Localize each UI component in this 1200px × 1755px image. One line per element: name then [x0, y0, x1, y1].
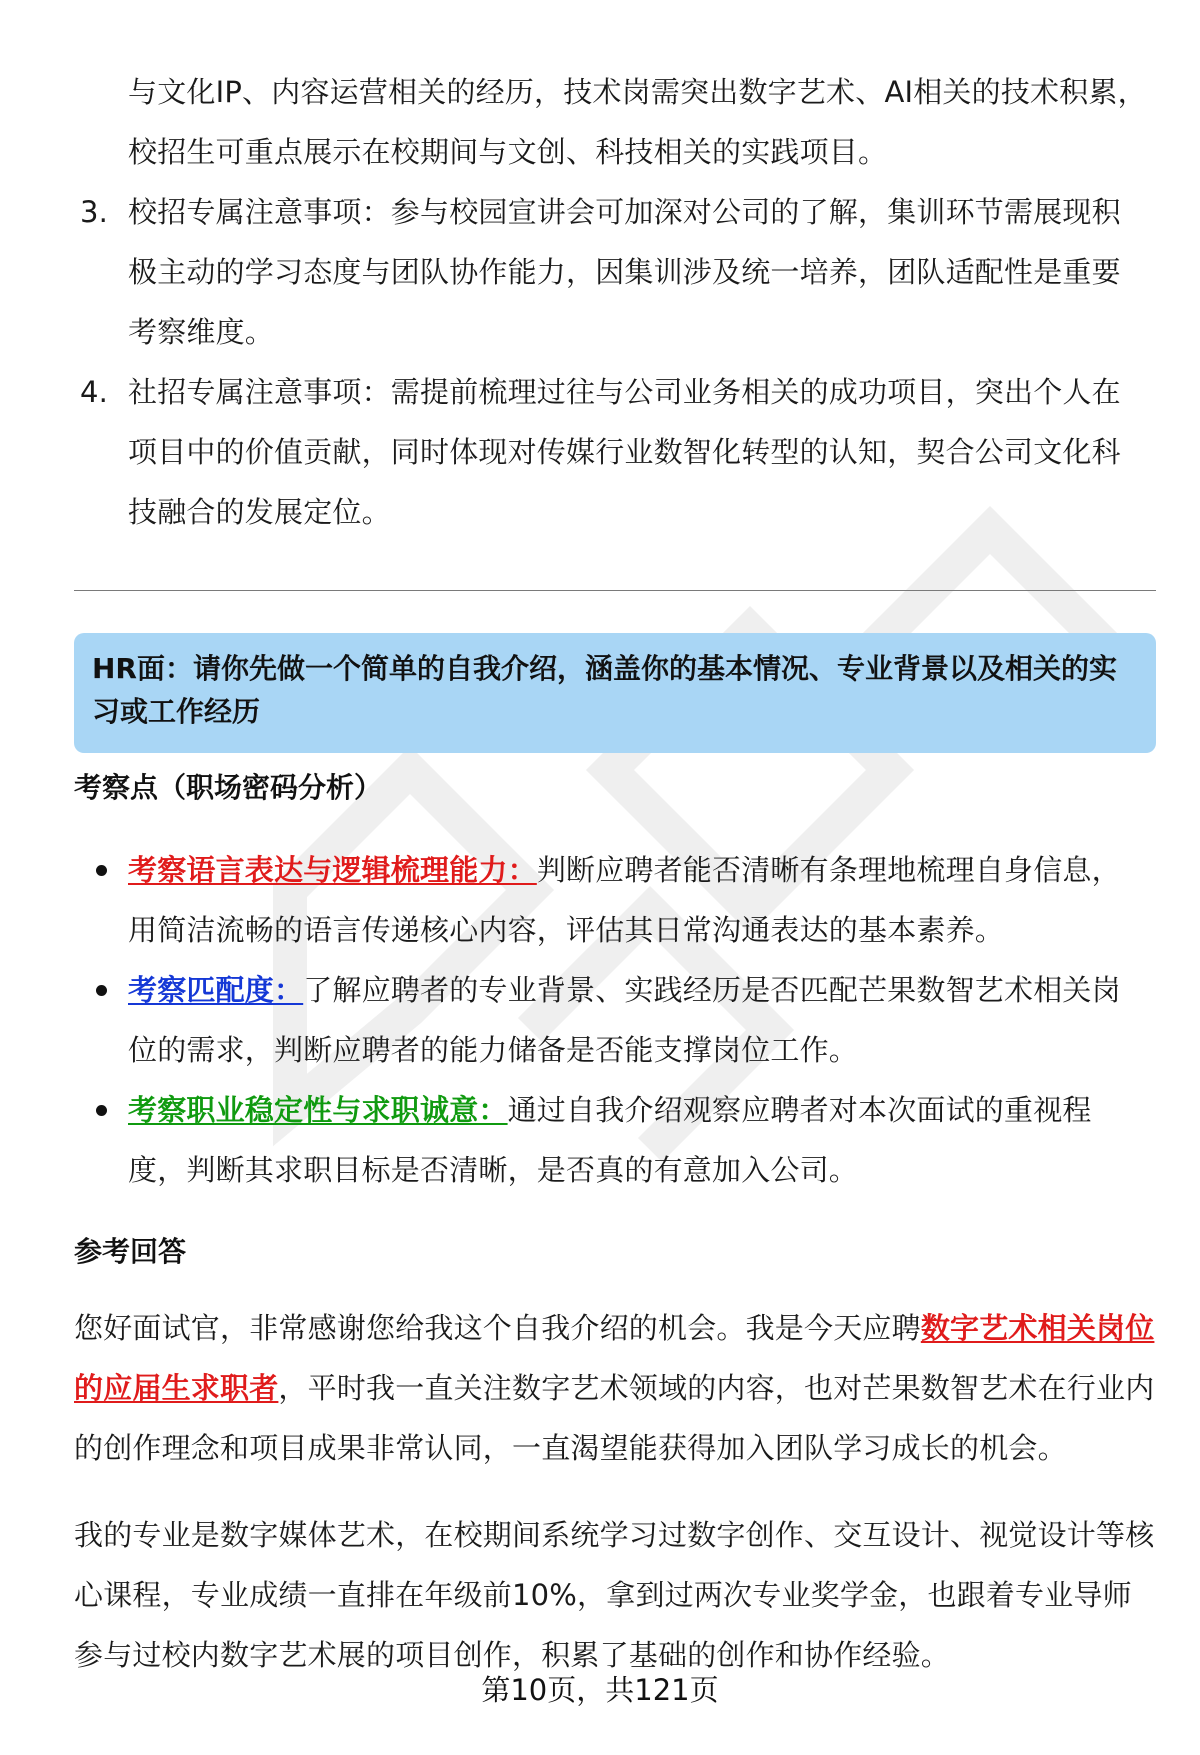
bullet-icon — [96, 865, 107, 876]
item-text: 社招专属注意事项：需提前梳理过往与公司业务相关的成功项目，突出个人在项目中的价值贡献，同时体现对传媒行业数智化转型的认知，契合公司文化科技融合的发展定位。 — [128, 375, 1121, 529]
point-text: 了解应聘者的专业背景、实践经历是否匹配芒果数智艺术相关岗位的需求，判断应聘者的能力储备是否能支撑岗位工作。 — [128, 973, 1121, 1067]
bullet-icon — [96, 1105, 107, 1116]
assessment-heading: 考察点（职场密码分析） — [74, 771, 383, 804]
assessment-point — [96, 840, 1148, 960]
page-footer: 第10页，共121页 — [481, 1673, 719, 1707]
point-label: 考察匹配度： — [128, 973, 304, 1007]
point-text: 通过自我介绍观察应聘者对本次面试的重视程度，判断其求职目标是否清晰，是否真的有意加入公司。 — [128, 1093, 1092, 1187]
numbered-item — [80, 182, 1148, 362]
point-label: 考察职业稳定性与求职诚意： — [128, 1093, 508, 1127]
list-item-continuation: 与文化IP、内容运营相关的经历，技术岗需突出数字艺术、AI相关的技术积累，校招生可重点展示在校期间与文创、科技相关的实践项目。 — [128, 75, 1147, 169]
numbered-item — [80, 362, 1148, 542]
question-box: HR面：请你先做一个简单的自我介绍，涵盖你的基本情况、专业背景以及相关的实习或工作经历 — [74, 633, 1156, 753]
point-label: 考察语言表达与逻辑梳理能力： — [128, 853, 537, 887]
answer-text: 您好面试官，非常感谢您给我这个自我介绍的机会。我是今天应聘 — [74, 1311, 921, 1345]
item-number: 3. — [80, 195, 109, 229]
answer-paragraph — [74, 1298, 1156, 1478]
answer-highlight: 数字艺术相关岗位的应届生求职者 — [74, 1311, 1155, 1405]
item-number: 4. — [80, 375, 109, 409]
point-text: 判断应聘者能否清晰有条理地梳理自身信息，用简洁流畅的语言传递核心内容，评估其日常沟通表达的基本素养。 — [128, 853, 1121, 947]
assessment-point — [96, 1080, 1148, 1200]
answer-heading: 参考回答 — [74, 1235, 187, 1268]
assessment-point — [96, 960, 1148, 1080]
answer-paragraph: 我的专业是数字媒体艺术，在校期间系统学习过数字创作、交互设计、视觉设计等核心课程，专业成绩一直排在年级前10%，拿到过两次专业奖学金，也跟着专业导师参与过校内数字艺术展的项目创作，积累了基础的创作和协作经验。 — [74, 1518, 1155, 1672]
answer-text: ，平时我一直关注数字艺术领域的内容，也对芒果数智艺术在行业内的创作理念和项目成果非常认同，一直渴望能获得加入团队学习成长的机会。 — [74, 1371, 1155, 1465]
item-text: 校招专属注意事项：参与校园宣讲会可加深对公司的了解，集训环节需展现积极主动的学习态度与团队协作能力，因集训涉及统一培养，团队适配性是重要考察维度。 — [128, 195, 1121, 349]
section-divider — [74, 590, 1156, 591]
bullet-icon — [96, 985, 107, 996]
